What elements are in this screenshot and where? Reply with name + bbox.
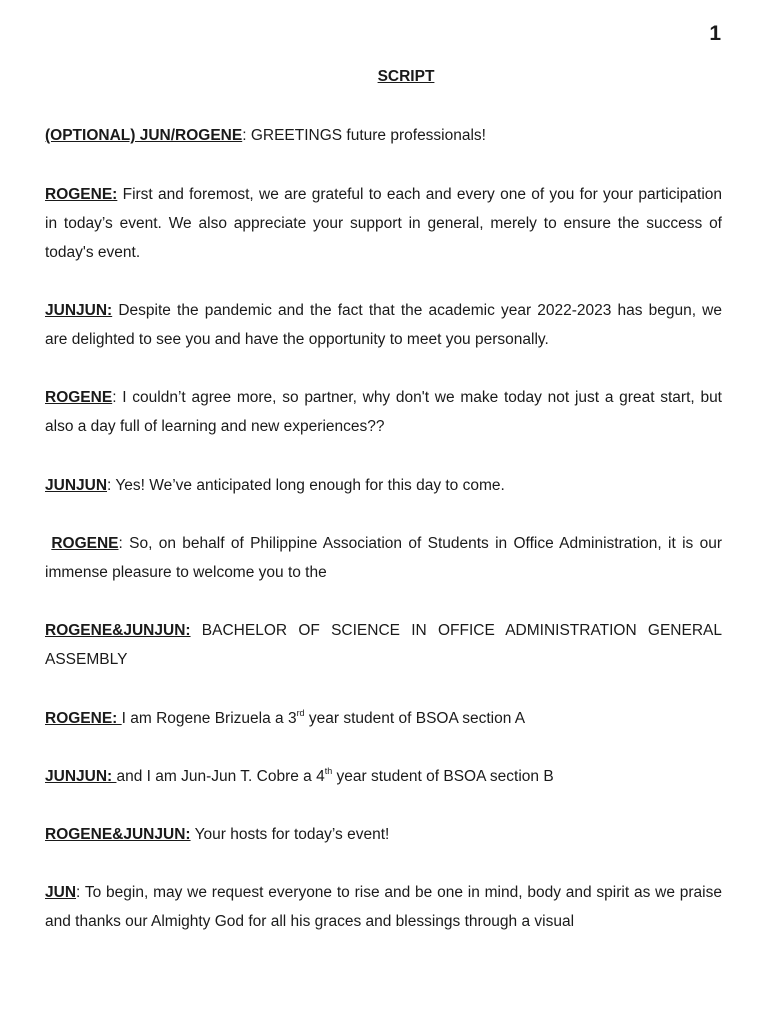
script-line-junjun-name [45, 762, 722, 791]
ordinal-suffix: rd [296, 708, 305, 718]
ordinal-suffix: th [324, 766, 333, 776]
speaker-label: ROGENE&JUNJUN: [45, 622, 191, 639]
speaker-label: JUNJUN: [45, 302, 113, 319]
line-text: and I am Jun-Jun T. Cobre a 4 [116, 768, 325, 785]
script-line-rogene-agree [45, 383, 722, 441]
line-text: Despite the pandemic and the fact that the academic year 2022-2023 has begun, we are delighted to see you and have the opportunity to meet you personally. [45, 302, 722, 348]
line-text: : To begin, may we request everyone to rise and be one in mind, body and spirit as we praise and thanks our Almighty God for all his graces and blessings through a visual [45, 884, 722, 930]
line-text: year student of BSOA section B [332, 768, 554, 785]
line-text: : I couldn’t agree more, so partner, why don't we make today not just a great start, but also a day full of learning and new experiences?? [45, 389, 722, 435]
page-number: 1 [709, 22, 721, 45]
script-line-greetings [45, 121, 722, 150]
line-text: First and foremost, we are grateful to each and every one of you for your participation in today’s event. We also appreciate your support in general, merely to ensure the success of today's event. [45, 186, 722, 261]
script-line-rogene-name [45, 704, 722, 733]
script-line-rogene-welcome [45, 529, 722, 587]
speaker-label: ROGENE&JUNJUN: [45, 826, 191, 843]
line-text: BACHELOR OF SCIENCE IN OFFICE ADMINISTRATION GENERAL ASSEMBLY [45, 622, 722, 668]
speaker-label: (OPTIONAL) JUN/ROGENE [45, 127, 243, 144]
line-text: I am Rogene Brizuela a 3 [121, 710, 297, 727]
line-text: : Yes! We’ve anticipated long enough for this day to come. [107, 477, 505, 494]
script-line-junjun-pandemic [45, 296, 722, 354]
script-line-both-assembly [45, 616, 722, 674]
line-text: : So, on behalf of Philippine Association of Students in Office Administration, it is our immense pleasure to welcome you to the [45, 535, 722, 581]
speaker-label: JUNJUN [45, 477, 108, 494]
line-text: year student of BSOA section A [304, 710, 526, 727]
speaker-label: JUN [45, 884, 77, 901]
speaker-label: ROGENE [45, 389, 113, 406]
speaker-label: ROGENE [51, 535, 119, 552]
script-line-rogene-intro [45, 180, 722, 267]
speaker-label: ROGENE: [45, 710, 122, 727]
speaker-label: JUNJUN: [45, 768, 117, 785]
line-text: Your hosts for today’s event! [190, 826, 390, 843]
script-line-both-hosts [45, 820, 722, 849]
script-line-junjun-anticipated [45, 471, 722, 500]
speaker-label: ROGENE: [45, 186, 118, 203]
script-line-jun-prayer [45, 878, 722, 936]
line-text: : GREETINGS future professionals! [242, 127, 486, 144]
page-title: SCRIPT [377, 68, 435, 85]
